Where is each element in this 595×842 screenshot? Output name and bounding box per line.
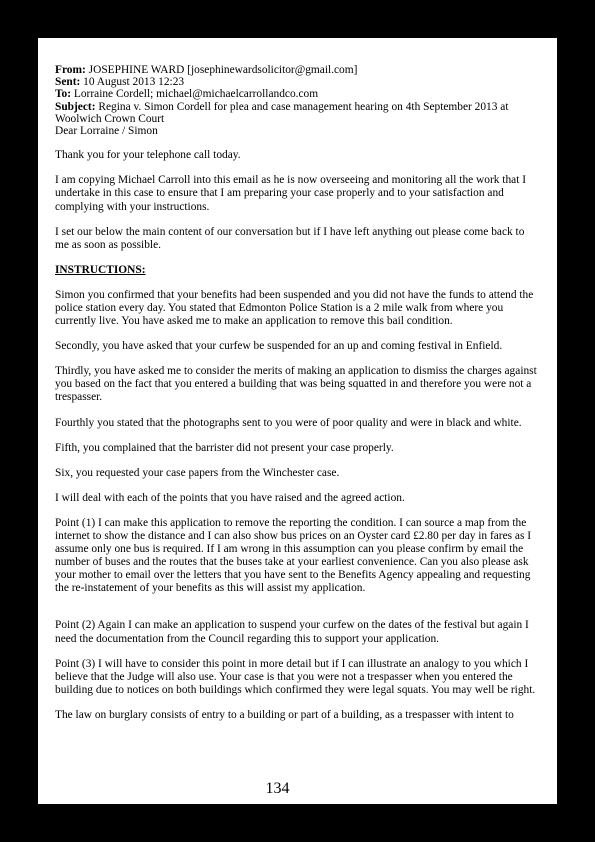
- to-line: [55, 88, 537, 100]
- sent-label: Sent:: [55, 76, 81, 89]
- paragraph: Point (1) I can make this application to remove the reporting the condition. I can source a map from the internet to show the distance and I can also show bus prices on an Oyster card £2.80 per day in fares as I assume only one bus is required. If I am wrong in this assumption can you please confirm by email the number of buses and the routes that the buses take at your earliest convenience. Can you also please ask your mother to email over the letters that you have sent to the Benefits Agency appealing and requesting the re-instatement of your benefits as this will assist my application.: [55, 516, 532, 595]
- from-label: From:: [55, 64, 86, 76]
- paragraph: I will deal with each of the points that you have raised and the agreed action.: [55, 491, 405, 504]
- paragraph: Thank you for your telephone call today.: [55, 149, 241, 162]
- sent-value: 10 August 2013 12:23: [83, 76, 185, 89]
- paragraph: Fifth, you complained that the barrister did not present your case properly.: [55, 441, 394, 454]
- from-line: [55, 64, 537, 76]
- from-value: JOSEPHINE WARD [josephinewardsolicitor@gmail.com]: [88, 64, 358, 76]
- email-header: [55, 64, 537, 137]
- paragraph: Thirdly, you have asked me to consider the merits of making an application to dismiss the charges against you based on the fact that you entered a building that was being squatted in and therefore you were not a trespasser.: [55, 365, 537, 404]
- to-value: Lorraine Cordell; michael@michaelcarrollandco.com: [73, 88, 319, 101]
- paragraph: Simon you confirmed that your benefits had been suspended and you did not have the funds to attend the police station every day. You stated that Edmonton Police Station is a 2 mile walk from where you currently live. You have asked me to make an application to remove this bail condition.: [55, 288, 534, 328]
- salutation: Dear Lorraine / Simon: [55, 125, 158, 138]
- paragraph: Six, you requested your case papers from the Winchester case.: [55, 466, 340, 479]
- to-label: To:: [55, 88, 72, 101]
- paragraph: The law on burglary consists of entry to a building or part of a building, as a trespasser with intent to: [55, 708, 514, 721]
- subject-line: [55, 101, 537, 125]
- subject-label: Subject:: [55, 100, 96, 113]
- paragraph: Point (3) I will have to consider this point in more detail but if I can illustrate an analogy to you which I believe that the Judge will also use. Your case is that you were not a trespasser when you entered the building due to notices on both buildings which confirmed they were legal squats. You may well be right.: [55, 657, 536, 696]
- sent-line: [55, 76, 537, 88]
- paragraph: I set our below the main content of our conversation but if I have left anything out please come back to me as soon as possible.: [55, 225, 525, 251]
- document-page: [38, 38, 557, 804]
- page-number: 134: [265, 780, 290, 797]
- paragraph: Fourthly you stated that the photographs sent to you were of poor quality and were in black and white.: [55, 416, 522, 429]
- instructions-heading: INSTRUCTIONS:: [55, 263, 146, 276]
- paragraph: I am copying Michael Carroll into this email as he is now overseeing and monitoring all the work that I undertake in this case to ensure that I am preparing your case properly and to your satisfaction and complying with your instructions.: [55, 174, 527, 213]
- subject-value: Regina v. Simon Cordell for plea and case management hearing on 4th September 2013 at Woolwich Crown Court: [55, 100, 509, 125]
- paragraph: Point (2) Again I can make an application to suspend your curfew on the dates of the festival but again I need the documentation from the Council regarding this to support your application.: [55, 619, 529, 645]
- paragraph: Secondly, you have asked that your curfew be suspended for an up and coming festival in Enfield.: [55, 340, 503, 353]
